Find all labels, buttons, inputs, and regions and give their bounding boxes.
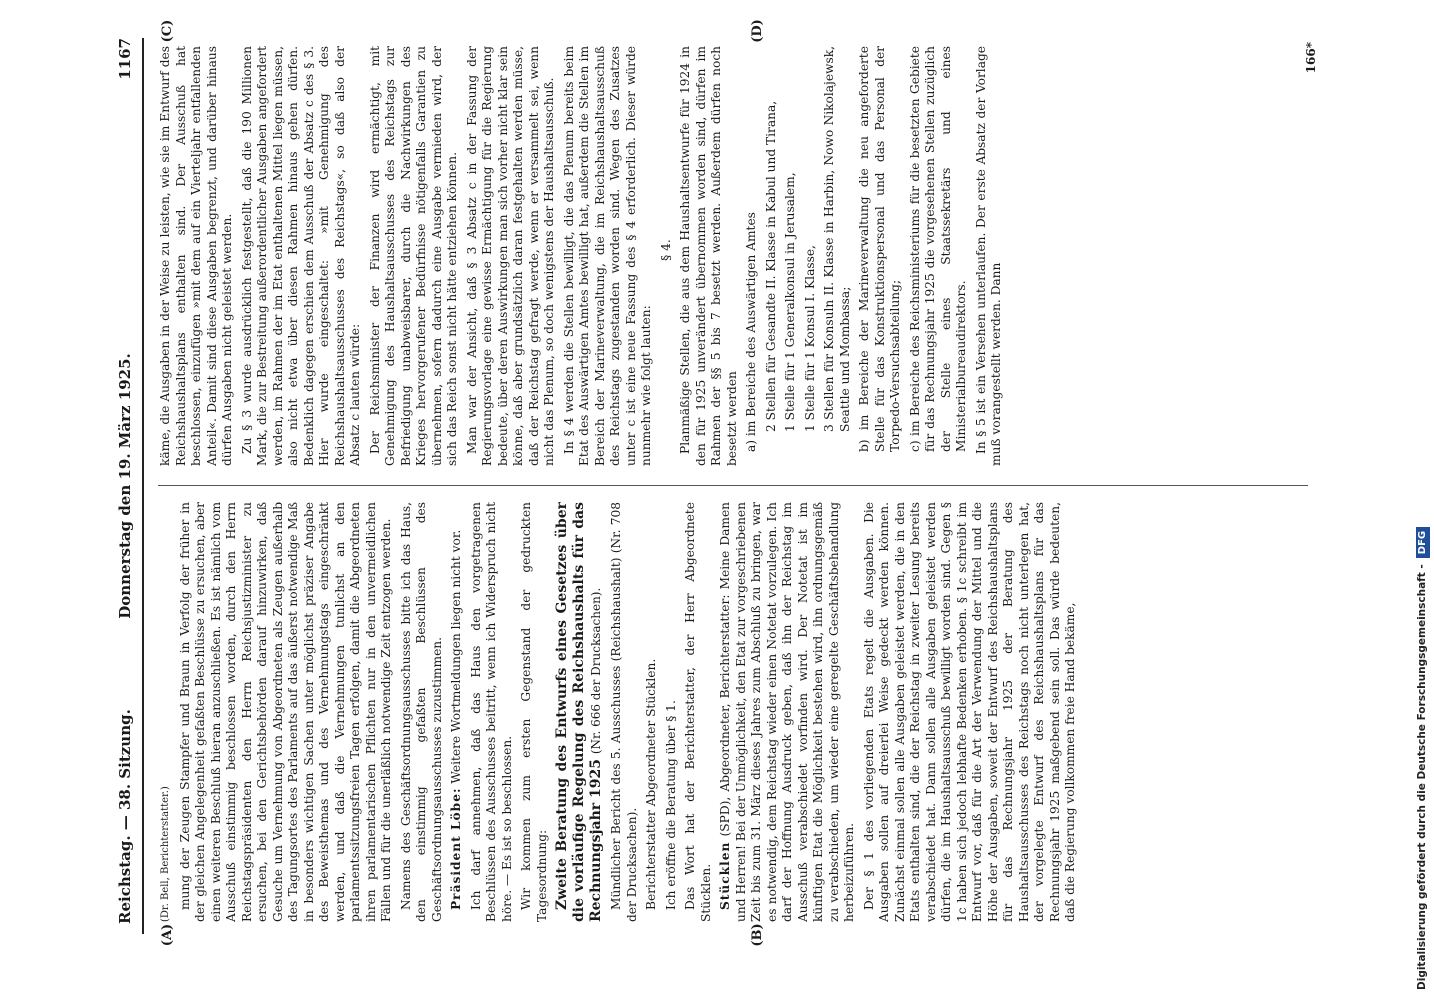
list-item: c) im Bereiche des Reichsministeriums für die besetzten Gebiete für das Rechnungsjahr 1925 die vorgesehenen Stellen zuzüglich der Stelle eines Staatssekretärs und eines Ministerialbureaudirektors. xyxy=(907,46,968,452)
page-header xyxy=(110,28,144,944)
speaker-name: Stücklen xyxy=(718,841,732,910)
dfg-logo: DFG xyxy=(1416,527,1430,558)
margin-marker-d: (D) xyxy=(750,19,765,43)
signature-mark: 166* xyxy=(1304,42,1318,74)
list-item: b) im Bereiche der Marineverwaltung die neu angeforderte Stelle für das Konstruktionspersonal und das Personal der Torpedo-Versuchsabteilung; xyxy=(857,46,902,452)
speaker-note: (Dr. Bell, Berichterstatter.) xyxy=(160,786,171,922)
agenda-heading xyxy=(554,502,605,922)
list-item: a) im Bereiche des Auswärtigen Amtes xyxy=(744,212,758,452)
paragraph: Zu § 3 wurde ausdrücklich festgestellt, daß die 190 Millionen Mark, die zur Bestreitung außerordentlicher Ausgaben angefordert werden, im Rahmen der im Etat enthaltenen Mittel liegen müssen, also nicht etwa über diesen Rahmen hinaus gehen dürfen. Bedenklich dagegen erschien dem Ausschuß der Absatz c des § 3. Hier wurde eingeschaltet: »mit Genehmigung des Reichshaushaltsausschusses des Reichstags«, so daß also der Absatz c lauten würde: xyxy=(239,46,362,466)
paragraph xyxy=(449,502,465,922)
paragraph: Ich eröffne die Beratung über § 1. xyxy=(663,700,678,910)
paragraph: In § 5 ist ein Versehen unterlaufen. Der erste Absatz der Vorlage muß vorangestellt werden. Dann xyxy=(973,46,1003,466)
page-scan xyxy=(110,19,1320,947)
speech-text: (SPD), Abgeordneter, Berichterstatter: Meine Damen und Herren! Bei der Unmöglichkeit, den Etat zur vorgeschriebenen Zeit bis zum 31. März dieses Jahres zum Abschluß zu bringen, war es notwendig, dem Reichstag wieder einen Notetat vorzulegen. Ich darf der Hoffnung Ausdruck geben, daß ihn der Reichstag im Ausschuß verabschiedet vorfinden wird. Der Notetat ist im künftigen Etat die Möglichkeit bestehen wird, ihn ordnungsgemäß zu verabschieden, um wieder eine geregelte Geschäftsbehandlung herbeizuführen. xyxy=(718,502,856,922)
header-rule xyxy=(142,38,144,934)
paragraph: In § 4 werden die Stellen bewilligt, die das Plenum bereits beim Etat des Auswärtigen Amtes bewilligt hat, außerdem die Stellen im Bereich der Marineverwaltung, die im Reichshaushaltsausschuß des Reichstags zugestanden worden sind. Wegen des Zusatzes unter c ist eine neue Fassung des § 4 erforderlich. Dieser würde nunmehr wie folgt lauten: xyxy=(561,46,653,466)
paragraph: Namens des Geschäftsordnungsausschusses bitte ich das Haus, den einstimmig gefaßten Beschlüssen des Geschäftsordnungsausschusses zuzustimmen. xyxy=(398,502,444,922)
section-heading: § 4. xyxy=(658,239,673,261)
credit-text: Digitalisierung gefördert durch die Deutsche Forschungsgemeinschaft - xyxy=(1416,564,1428,990)
rotated-page xyxy=(110,19,1320,947)
paragraph: Mündlicher Bericht des 5. Ausschusses (Reichshaushalt) (Nr. 708 der Drucksachen). xyxy=(609,502,639,922)
paragraph: Wir kommen zum ersten Gegenstand der gedruckten Tagesordnung: xyxy=(519,502,549,922)
speaker-name: Präsident Löbe: xyxy=(449,787,463,910)
credit-text-wrap xyxy=(1411,10,1433,990)
list-item: 2 Stellen für Gesandte II. Klasse in Kabul und Tirana, xyxy=(763,100,778,432)
paragraph: Der § 1 des vorliegenden Etats regelt die Ausgaben. Die Ausgaben sollen auf dreierlei Weise gedeckt werden können. Zunächst einmal sollen alle Ausgaben geleistet werden, die in den Etats enthalten sind, die der Reichstag in zweiter Lesung bereits verabschiedet hat. Dann sollen alle Ausgaben geleistet werden dürfen, die im Haushaltsausschuß bewilligt worden sind. Gegen § 1c haben sich jedoch lebhafte Bedenken erhoben. § 1c schreibt im Entwurf vor, daß für die Art der Verwendung der Mittel und die Höhe der Ausgaben, soweit der Entwurf des Reichshaushaltsplans für das Rechnungsjahr 1925 der Beratung des Haushaltsausschusses des Reichstags noch nicht unterlegen hat, der vorgelegte Entwurf des Reichshaushaltsplans für das Rechnungsjahr 1925 maßgebend sein soll. Das würde bedeuten, daß die Regierung vollkommen freie Hand bekäme, xyxy=(861,502,1077,922)
page-number: 1167 xyxy=(116,38,134,80)
paragraph: Der Reichsminister der Finanzen wird ermächtigt, mit Genehmigung des Haushaltsausschusses des Reichstags zur Befriedigung unabweisbarer, durch die Nachwirkungen des Krieges hervorgerufener Bedürfnisse nötigenfalls Garantien zu übernehmen, sofern dadurch eine Ausgabe vermieden wird, der sich das Reich sonst nicht hätte entziehen können. xyxy=(367,46,459,466)
margin-marker-b: (B) xyxy=(750,923,765,947)
paragraph: Planmäßige Stellen, die aus dem Haushaltsentwurfe für 1924 in den für 1925 unverändert übernommen worden sind, dürfen im Rahmen der §§ 5 bis 7 besetzt werden. Außerdem dürfen noch besetzt werden xyxy=(678,46,739,466)
margin-marker-a: (A) xyxy=(160,923,175,947)
margin-marker-c: (C) xyxy=(160,19,175,43)
paragraph: mung der Zeugen Stampfer und Braun in Verfolg der früher in der gleichen Angelegenheit gefaßten Beschlüsse zu ersuchen, aber einen weiteren Beschluß hieran anzuschließen. Es ist nämlich vom Ausschuß einstimmig beschlossen worden, durch den Herrn Reichstagspräsidenten den Herrn Reichsjustizminister zu ersuchen, bei den Gerichtsbehörden darauf hinzuwirken, daß Gesuche um Vernehmung von Abgeordneten als Zeugen außerhalb des Tagungsortes des Parlaments auf das äußerst notwendige Maß in besonders wichtigen Sachen unter möglichst präziser Angabe des Beweisthemas und des Vernehmungstags eingeschränkt werden, und daß die Vernehmungen tunlichst an den parlamentssitzungsfreien Tagen erfolgen, damit die Abgeordneten ihren parlamentarischen Pflichten nur in den unvermeidlichen Fällen und für die unerläßlich notwendige Zeit entzogen werden. xyxy=(177,502,393,922)
list-item: 1 Stelle für 1 Generalkonsul in Jerusalem, xyxy=(783,172,797,432)
agenda-heading-ref: (Nr. 666 der Drucksachen). xyxy=(589,587,603,755)
digitization-credit xyxy=(1409,10,1431,990)
header-date: Donnerstag den 19. März 1925. xyxy=(116,353,134,619)
header-left: Reichstag. — 38. Sitzung. xyxy=(116,709,134,924)
paragraph: käme, die Ausgaben in der Weise zu leisten, wie sie im Entwurf des Reichshaushaltsplans enthalten sind. Der Ausschuß hat beschlossen, einzufügen »mit dem auf ein Vierteljahr entfallenden Anteil«. Damit sind diese Ausgaben begrenzt, und darüber hinaus dürfen Ausgaben nicht geleistet werden. xyxy=(158,46,234,466)
paragraph: Berichterstatter Abgeordneter Stücklen. xyxy=(644,658,658,910)
list-item: 3 Stellen für Konsuln II. Klasse in Harbin, Nowo Nikolajewsk, Seattle und Mombassa; xyxy=(822,46,852,432)
paragraph: Das Wort hat der Berichterstatter, der Herr Abgeordnete Stücklen. xyxy=(683,502,713,922)
paragraph xyxy=(718,502,858,922)
list-item: 1 Stelle für 1 Konsul I. Klasse, xyxy=(802,245,817,432)
column-divider xyxy=(158,485,1308,486)
speech-text: Weitere Wortmeldungen liegen nicht vor. xyxy=(449,529,463,784)
column-left xyxy=(158,502,1310,922)
paragraph: Man war der Ansicht, daß § 3 Absatz c in der Fassung der Regierungsvorlage eine gewisse Ermächtigung für die Regierung bedeute, über deren Auswirkungen man sich vorher nicht klar sein könne, daß aber grundsätzlich daran festgehalten werden müsse, daß der Reichstag gefragt werde, wenn er versammelt sei, wenn nicht das Plenum, so doch wenigstens der Haushaltsausschuß. xyxy=(464,46,556,466)
agenda-heading-text: Zweite Beratung des Entwurfs eines Gesetzes über die vorläufige Regelung des Reichshaushalts für das Rechnungsjahr 1925 xyxy=(554,502,604,922)
column-right xyxy=(158,46,1310,466)
paragraph: Ich darf annehmen, daß das Haus den vorgetragenen Beschlüssen des Ausschusses beitritt, wenn ich Widerspruch nicht höre. — Es ist so beschlossen. xyxy=(468,502,514,922)
